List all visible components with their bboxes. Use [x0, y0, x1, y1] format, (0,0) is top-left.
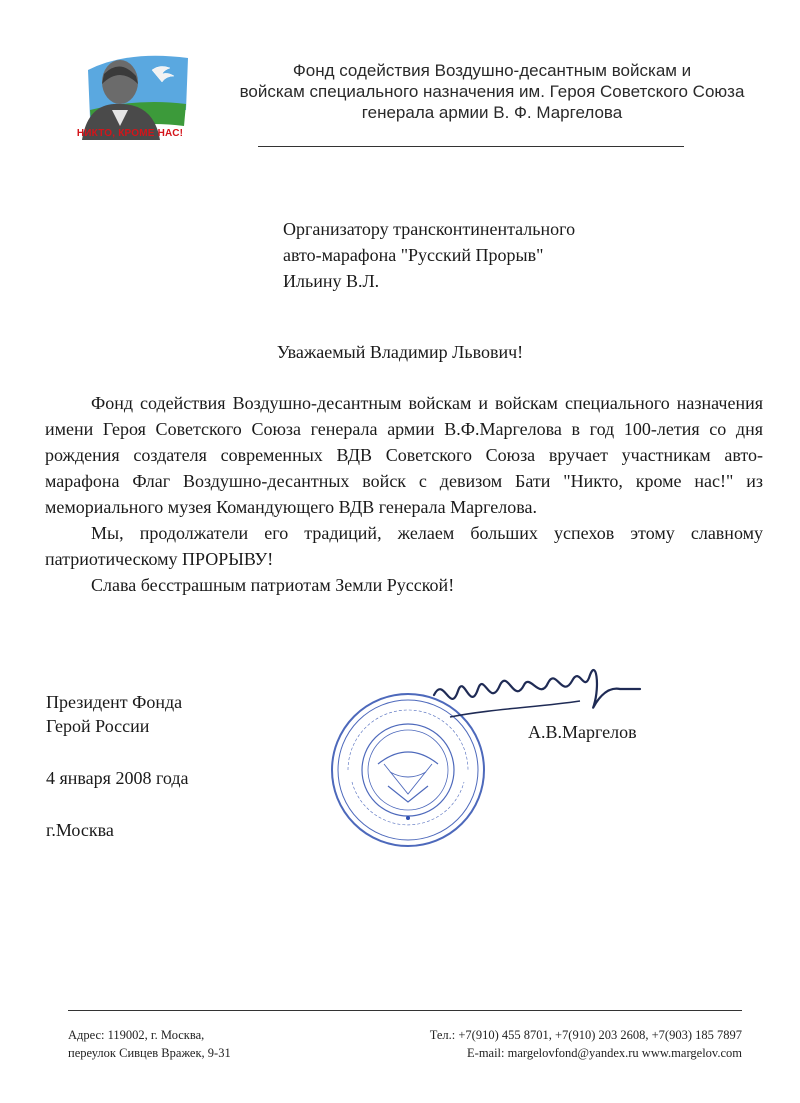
letter-body [45, 390, 763, 598]
org-line-3: генерала армии В. Ф. Маргелова [361, 103, 623, 122]
letter-city: г.Москва [46, 820, 114, 840]
signer-title [46, 690, 182, 738]
letter-date: 4 января 2008 года [46, 768, 189, 788]
body-paragraph-3: Слава бесстрашным патриотам Земли Русской! [91, 575, 455, 595]
signer-name: А.В.Маргелов [528, 722, 637, 742]
org-line-2: войскам специального назначения им. Героя Советского Союза [239, 82, 745, 101]
signer-title-line-2: Герой России [46, 716, 150, 736]
addressee-line-1: Организатору трансконтинентального [283, 219, 576, 239]
header-divider [258, 146, 684, 147]
addressee-line-3: Ильину В.Л. [283, 271, 380, 291]
footer-address [68, 1026, 231, 1062]
org-line-1: Фонд содействия Воздушно-десантным войскам и [292, 61, 692, 80]
organization-header [232, 60, 752, 123]
footer-address-line-1: Адрес: 119002, г. Москва, [68, 1028, 205, 1042]
footer-contacts [410, 1026, 742, 1062]
addressee-line-2: авто-марафона "Русский Прорыв" [283, 245, 544, 265]
body-paragraph-1: Фонд содействия Воздушно-десантным войскам и войскам специального назначения имени Героя Советского Союза генерала армии В.Ф.Маргелова в год 100-летия со дня рождения создателя современных ВДВ Советского Союза вручает участникам авто-марафона Флаг Воздушно-десантных войск с девизом Бати "Никто, кроме нас!" из мемориального музея Командующего ВДВ генерала Маргелова. [45, 393, 763, 517]
signer-title-line-1: Президент Фонда [46, 692, 183, 712]
footer-address-line-2: переулок Сивцев Вражек, 9-31 [68, 1046, 231, 1060]
footer-email: E-mail: margelovfond@yandex.ru www.margelov.com [467, 1046, 742, 1060]
addressee-block [283, 216, 743, 294]
logo-slogan: НИКТО, КРОМЕ НАС! [76, 128, 184, 139]
footer-divider [68, 1010, 742, 1011]
salutation: Уважаемый Владимир Львович! [276, 342, 524, 362]
body-paragraph-2: Мы, продолжатели его традиций, желаем больших успехов этому славному патриотическому ПРОРЫВУ! [45, 523, 763, 569]
footer-phone: Тел.: +7(910) 455 8701, +7(910) 203 2608, +7(903) 185 7897 [429, 1028, 742, 1042]
